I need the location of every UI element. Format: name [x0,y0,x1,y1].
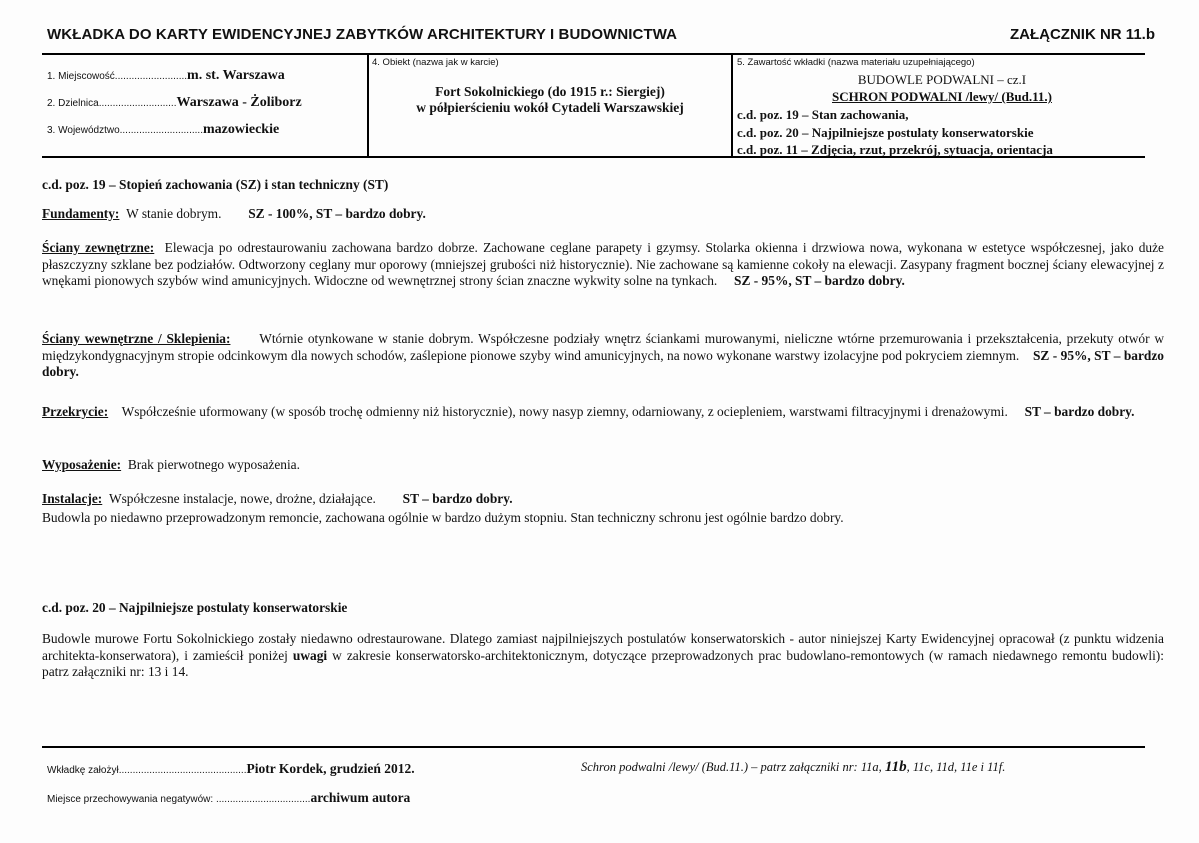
installations-label: Instalacje: [42,491,103,506]
district-label: 2. Dzielnica............................ [47,98,177,109]
place-label: 1. Miejscowość.......................... [47,71,188,82]
header-divider-2 [731,53,733,157]
section20-text-a: Budowle murowe Fortu Sokolnickiego zostały niedawno odrestaurowane. Dlatego zamiast najpilniejszych postulatów konserwatorskich - autor niniejszej Karty Ewidencyjnej opracował (z punktu widzenia architekta-konserwatora), i zamieścił poniżej [42,631,1164,663]
storage-label: Miejsce przechowywania negatywów: .................................. [47,794,311,805]
contents-line3: c.d. poz. 19 – Stan zachowania, [737,107,909,122]
contents-line1: BUDOWLE PODWALNI – cz.I [857,72,1027,87]
district-field [47,95,302,111]
external-walls-paragraph [42,240,1164,290]
reference-text-b: , 11c, 11d, 11e i 11f. [906,760,1006,774]
section20-paragraph [42,631,1164,681]
equipment-paragraph [42,457,1164,474]
object-label: 4. Obiekt (nazwa jak w karcie) [372,57,499,68]
section20-text-bold: uwagi [292,647,328,663]
author-label: Wkładkę założył.............................................. [47,765,247,776]
footer-rule [42,746,1145,748]
foundations-label: Fundamenty: [42,206,120,221]
covering-text: Współcześnie uformowany (w sposób trochę odmienny niż historycznie), nowy nasyp ziemny, odarniowany, z ociepleniem, warstwami filtracyjnymi i drenażowymi. [121,404,1008,419]
voivodeship-field [47,122,279,138]
object-name-line2: w półpierścieniu wokół Cytadeli Warszawskiej [416,100,684,115]
voivodeship-value: mazowieckie [202,122,280,137]
document-title: WKŁADKA DO KARTY EWIDENCYJNEJ ZABYTKÓW ARCHITEKTURY I BUDOWNICTWA [47,26,678,43]
contents-line4: c.d. poz. 20 – Najpilniejsze postulaty konserwatorskie [737,125,1034,140]
reference-current: 11b [884,759,907,775]
external-walls-text: Elewacja po odrestaurowaniu zachowana bardzo dobrze. Zachowane ceglane parapety i gzymsy. Stolarka okienna i drzwiowa nowa, wykonana w estetyce współczesnej, jako duże płaszczyzny szklane bez podziałów. Odtworzony ceglany mur oporowy (mniejszej grubości niż historycznie). Nie zachowane są kamienne cokoły na elewacji. Zasypany fragment bocznej ściany elewacyjnej z wnękami pionowych szybów wind amunicyjnych. Widoczne od wewnętrznej strony ścian znaczne wykwity solne na tynkach. [42,240,1164,289]
place-field [47,68,285,84]
foundations-paragraph [42,206,1164,223]
header-divider-1 [367,53,369,157]
attachment-number: ZAŁĄCZNIK NR 11.b [1009,26,1155,43]
internal-walls-label: Ściany wewnętrzne / Sklepienia: [42,331,231,346]
internal-walls-paragraph [42,331,1164,381]
foundations-text: W stanie dobrym. [126,206,222,221]
contents-line2: SCHRON PODWALNI /lewy/ (Bud.11.) [832,89,1052,104]
storage-value: archiwum autora [310,790,411,805]
contents-label: 5. Zawartość wkładki (nazwa materiału uzupełniającego) [737,57,975,68]
covering-rating: ST – bardzo dobry. [1024,404,1135,419]
attachments-reference [581,759,1005,776]
foundations-rating: SZ - 100%, ST – bardzo dobry. [248,206,426,221]
place-value: m. st. Warszawa [187,68,285,83]
author-field [47,761,415,777]
voivodeship-label: 3. Województwo.............................. [47,125,203,136]
internal-walls-text: Wtórnie otynkowane w stanie dobrym. Współczesne podziały wnętrz ściankami murowanymi, nieliczne wtórne przemurowania i przekształcenia, przekuty otwór w międzykondygnacyjnym stropie odcinkowym dla nowych schodów, zaślepione pionowe szyby wind amunicyjnych, na nowo wykonane warstwy izolacyjne pod pokryciem ziemnym. [42,331,1164,363]
external-walls-label: Ściany zewnętrzne: [42,240,155,255]
covering-paragraph [42,404,1164,421]
external-walls-rating: SZ - 95%, ST – bardzo dobry. [734,273,905,289]
installations-text: Współczesne instalacje, nowe, drożne, działające. [108,491,376,506]
reference-text-a: Schron podwalni /lewy/ (Bud.11.) – patrz załączniki nr: 11a, [581,760,882,774]
internal-walls-rating: SZ - 95%, ST – bardzo dobry. [42,347,1165,380]
contents-line5: c.d. poz. 11 – Zdjęcia, rzut, przekrój, sytuacja, orientacja [737,142,1053,157]
summary-paragraph: Budowla po niedawno przeprowadzonym remoncie, zachowana ogólnie w bardzo dużym stopniu. Stan techniczny schronu jest ogólnie bardzo dobry. [42,510,844,525]
installations-paragraph [42,491,1164,508]
equipment-label: Wyposażenie: [42,457,122,472]
author-value: Piotr Kordek, grudzień 2012. [246,761,415,776]
header-top-rule [42,53,1145,55]
covering-label: Przekrycie: [42,404,109,419]
object-name-line1: Fort Sokolnickiego (do 1915 r.: Siergiej) [435,84,665,99]
district-value: Warszawa - Żoliborz [176,95,302,110]
section20-text-b: w zakresie konserwatorsko-architektonicznym, dotyczące przeprowadzonych prac budowlano-remontowych (w ramach niedawnego remontu budowli): patrz załączniki nr: 13 i 14. [42,647,1164,680]
section20-heading: c.d. poz. 20 – Najpilniejsze postulaty konserwatorskie [42,600,348,615]
installations-rating: ST – bardzo dobry. [402,491,513,506]
storage-field [47,790,410,806]
section19-heading: c.d. poz. 19 – Stopień zachowania (SZ) i stan techniczny (ST) [42,177,389,192]
equipment-text: Brak pierwotnego wyposażenia. [127,457,300,472]
